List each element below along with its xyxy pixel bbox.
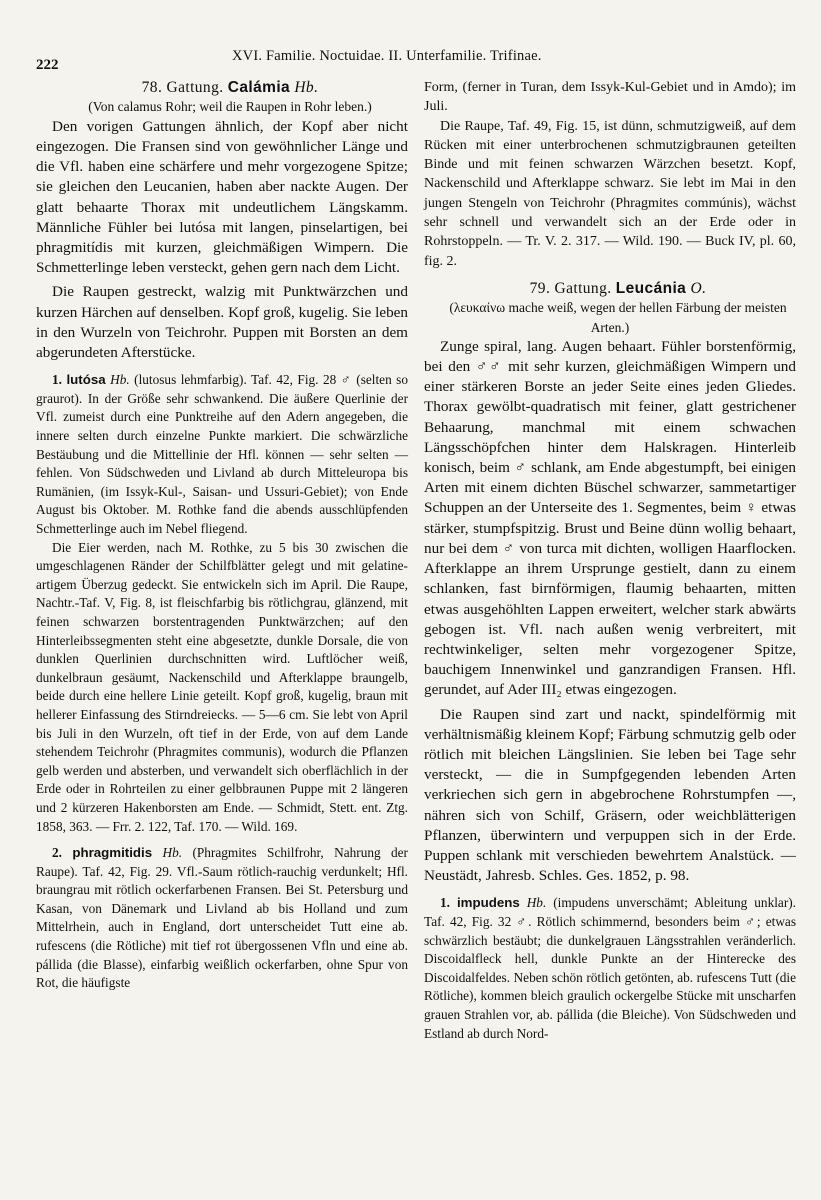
genus-name: Leucánia [615,279,687,297]
genus-description: Zunge spiral, lang. Augen behaart. Fühler borstenförmig, bei den ♂♂ mit sehr kurzen, gleichmäßigen Wimpern und einer stärkeren Borste an jeder Seite eines jeden Gliedes. Thorax gewölbt-quadratisch mit feiner, glatt gestrichener Behaarung, manchmal mit einem schwachen Längsschöpfchen hinter dem Halskragen. Hinterleib konisch, beim ♂ schlank, am Ende abgestumpft, bei einigen Arten mit einem dichten Büschel schwarzer, sammetartiger Schuppen an der Unterseite des 1. Segmentes, beim ♀ etwas stärker, stumpfspitzig. Brust und Beine dünn wollig behaart, nur bei dem ♂ von turca mit dichten, wolligen Haarflocken. Afterklappe an ihrem Ursprunge gestielt, dann zu einem schlanken, fast birnförmigen, flaumig behaarten, mitten etwas ausgehöhlten Lappen erweitert, welcher stark abwärts gebogen ist. Vfl. nach außen wenig verbreitert, mit rechtwinkeliger, selten mehr vorgezogener Spitze, bauchigem Innenwinkel und ganzrandigen Fransen. Hfl. gerundet, auf Ader III₂ etwas eingezogen. [424,337,796,699]
species-number: 2. [52,845,62,861]
genus-number: 79. Gattung. [529,279,612,297]
genus-description: Den vorigen Gattungen ähnlich, der Kopf aber nicht eingezogen. Die Fransen sind von gewöhnlicher Länge und die Vfl. haben eine schärfere und mehr vorgezogene Spitze; sie gleichen den Leucanien, haben aber nackte Augen. Der glatt behaarte Thorax mit undeutlichem Längskamm. Männliche Fühler bei lutósa mit langen, pinselartigen, bei phragmitídis mit kurzen, gleichmäßigen Wimpern. Die Schmetterlinge leben versteckt, gehen gern nach dem Licht. [36,117,408,277]
genus-heading-leucania [424,279,796,298]
species-author: Hb. [162,845,183,861]
species-author: Hb. [526,895,547,911]
genus-heading-calamia [36,78,408,97]
species-eggs: Die Eier werden, nach M. Rothke, zu 5 bis 30 zwischen die umgeschlagenen Ränder der Schilfblätter gelegt und mit gelatine-artigem Überzug gedeckt. Sie entwickeln sich im April. Die Raupe, Nachtr.-Taf. V, Fig. 8, ist fleischfarbig bis rötlichgrau, glänzend, mit feinen schwarzen borstentragenden Punktwärzchen; auf den Hinterleibssegmenten steht eine abgesetzte, dunkle Dorsale, die von dunklen Querlinien durchschnitten wird. Luftlöcher weiß, dunkelbraun gesäumt, Nackenschild und Afterklappe braungelb, beide durch eine hellere Linie geteilt. Kopf groß, kugelig, braun mit hellerer Einfassung des Stirndreiecks. — 5—6 cm. Sie lebt von April bis Juli in den Wurzeln, oft tief in der Erde, von auf dem Lande stehendem Teichrohr (Phragmites communis), wodurch die Pflanzen gelb werden und absterben, und verwandelt sich oberflächlich in der Erde oder in Rohrteilen zu einer gelbbraunen Puppe mit 2 längeren und 2 kürzeren Hakenborsten am Ende. — Schmidt, Stett. ent. Ztg. 1858, 363. — Frr. 2. 122, Taf. 170. — Wild. 169. [36,539,408,834]
genus-etymology: (Von calamus Rohr; weil die Raupen in Rohr leben.) [88,99,372,115]
species-author: Hb. [110,372,130,388]
species-entry-lutosa [36,371,408,538]
page-number: 222 [36,57,59,73]
species-number: 1. [52,372,62,388]
larva-description: Die Raupe, Taf. 49, Fig. 15, ist dünn, schmutzigweiß, auf dem Rücken mit einer unterbrochenen schmutzigbraunen geteilten Binde und mit feinen schwarzen Wärzchen besetzt. Kopf, Nackenschild und Afterklappe schwarz. Sie lebt im Mai in den jungen Stengeln von Teichrohr (Phragmites commúnis), wächst sehr schnell und verwandelt sich an der Erde oder in Rohrstoppeln. — Tr. V. 2. 317. — Wild. 190. — Buck IV, pl. 60, fig. 2. [424,118,796,269]
species-name: phragmitidis [72,845,153,861]
species-name: lutósa [66,372,106,388]
species-text: (Phragmites Schilfrohr, Nahrung der Raupe). Taf. 42, Fig. 29. Vfl.-Saum rötlich-rauchig verdunkelt; Hfl. braungrau mit rötlich ockerfarbenen Fransen. Bei St. Petersburg und Kasan, von Dänemark und Livland ab bis Holland und zum Mittelrhein, auch in England, dort unterscheidet Tutt eine ab. rufescens (die Rötliche) mit tief rot übergossenen Vfln und eine ab. pállida (die Blasse), einfarbig weißlich ockerfarben, ohne Spur von Rot, die häufigste [36,845,408,991]
left-column [36,78,408,993]
species-entry-phragmitidis [36,844,408,993]
genus-author: O. [690,279,707,297]
species-text: (lutosus lehmfarbig). Taf. 42, Fig. 28 ♂ (selten so graurot). In der Größe sehr schwankend. Die äußere Querlinie der Vfl. zumeist durch eine Punktreihe auf den Adern angegeben, die innere selten durch einzelne Punkte markiert. Die schwärzliche Bestäubung und die Mittellinie der Hfl. können — sehr selten — fehlen. Von Südschweden und Livland ab durch Mitteleuropa bis Rumänien, (im Issyk-Kul-, Saisan- und Ussuri-Gebiet); von Ende August bis Oktober. M. Rothke fand die abends ausschlüpfenden Schmetterlinge auch im Nebel fliegend. [36,372,409,536]
species-text: (impudens unverschämt; Ableitung unklar). Taf. 42, Fig. 32 ♂. Rötlich schimmernd, besonders beim ♂; etwas schwärzlich bestäubt; die dunkelgrauen Längsstrahlen veränderlich. Discoidalfleck hell, dunkle Punkte an der Hinterecke des Discoidalfeldes. Neben schön rötlich getönten, ab. rufescens Tutt (die Rötliche), kommen bleich graulich ockergelbe Stücke mit unscharfen grauen Strahlen vor, ab. pállida (die Bleiche). Von Südschweden und Estland ab durch Nord- [424,895,796,1041]
genus-larvae: Die Raupen sind zart und nackt, spindelförmig mit verhältnismäßig kleinem Kopf; Färbung schmutzig gelb oder rötlich mit bleichen Längslinien. Sie leben bei Tage sehr versteckt, — die in Sumpfgegenden lebenden Arten verkriechen sich gern in abgebrochene Rohrstumpfen —, nähren sich von Schilf, Gräsern, oder weichblätterigen Pflanzen, überwintern und verpuppen sich in der Erde. Puppen schlank mit verschieden bewehrtem Analstück. — Neustädt, Jahresb. Schles. Ges. 1852, p. 98. [424,705,796,885]
genus-etymology: (λευκαίνω mache weiß, wegen der hellen Färbung der meisten Arten.) [449,300,787,335]
species-name: impudens [456,895,520,911]
species-entry-impudens [424,894,796,1043]
genus-name: Calámia [227,79,291,96]
genus-number: 78. Gattung. [141,79,224,96]
right-column [424,78,796,1043]
species-number: 1. [440,895,450,911]
genus-author: Hb. [294,79,319,96]
continued-text: Form, (ferner in Turan, dem Issyk-Kul-Gebiet und in Amdo); im Juli. [424,80,796,115]
genus-larvae: Die Raupen gestreckt, walzig mit Punktwärzchen und kurzen Härchen auf denselben. Kopf groß, kugelig. Sie leben in den Wurzeln von Teichrohr. Puppen mit Borsten an dem abgerundeten Afterstücke. [36,283,408,362]
running-head: XVI. Familie. Noctuidae. II. Unterfamilie. Trifinae. [232,48,542,64]
